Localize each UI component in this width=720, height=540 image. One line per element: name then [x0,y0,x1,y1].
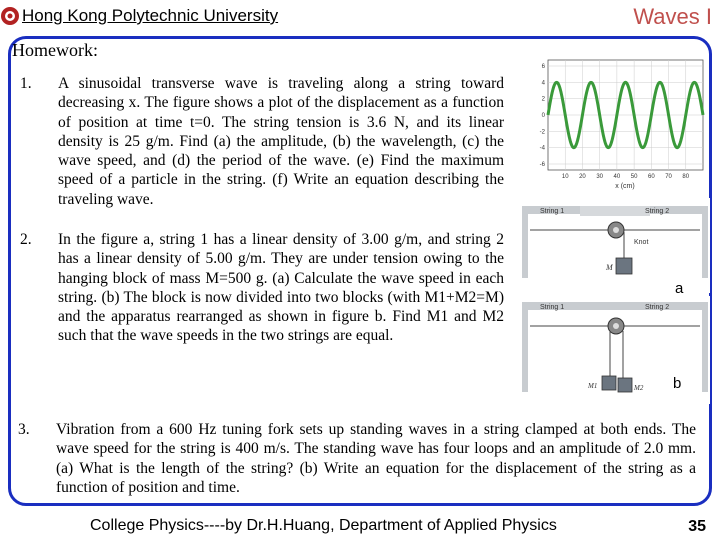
fig-a-string2-label: String 2 [645,208,670,215]
problem-2-number: 2. [20,231,32,248]
x-tick-label: 30 [596,174,604,180]
figure-a-caption: a [675,280,684,297]
footer-credit: College Physics----by Dr.H.Huang, Department of Applied Physics [90,517,557,534]
x-tick-label: 50 [630,174,638,180]
homework-title: Homework: [12,40,98,60]
y-tick-label: 2 [541,96,545,103]
university-name-text: Hong Kong Polytechnic University [22,6,279,25]
y-tick-label: -4 [539,145,545,152]
x-tick-label: 60 [647,174,655,180]
x-tick-label: 40 [613,174,621,180]
y-tick-label: -6 [539,162,545,168]
fig-a-string1-label: String 1 [540,208,565,215]
x-tick-label: 70 [665,174,672,180]
problem-3-number: 3. [18,421,30,438]
x-tick-label: 20 [579,174,586,180]
fig-b-mass1-label: M1 [588,382,598,390]
displacement-graph [530,54,710,194]
page-number: 35 [688,518,706,535]
y-tick-label: -2 [539,129,545,136]
y-tick-label: 4 [541,80,545,87]
graph-xlabel: x (cm) [615,183,635,190]
fig-a-knot-label: Knot [634,239,649,246]
figure-b-caption: b [673,375,682,392]
fig-b-mass2-label: M2 [634,384,644,392]
university-logo-icon [0,6,20,26]
slide-topic: Waves I [633,4,712,29]
problem-3-text: Vibration from a 600 Hz tuning fork sets up standing waves in a string clamped at both ends. The wave speed for the string is 400 m/s. The standing wave has four loops and an amplitude of 2.0 mm. (a) What is the length of the string? (b) Write an equation for the displacement of the string as a function of position and time. [56,421,696,496]
problem-1-number: 1. [20,75,32,92]
y-tick-label: 0 [541,113,545,119]
problem-1-text: A sinusoidal transverse wave is traveling along a string toward decreasing x. The figure shows a plot of the displacement as a function of position at time t=0. The string tension is 3.6 N, and its linear density is 25 g/m. Find (a) the amplitude, (b) the wavelength, (c) the wave speed, and (d) the period of the wave. (e) Find the maximum speed of a particle in the string. (f) Write an equation describing the traveling wave. [58,75,504,208]
fig-b-string2-label: String 2 [645,304,670,311]
problem-2 [20,230,504,346]
x-tick-label: 10 [561,174,569,180]
problem-2-text: In the figure a, string 1 has a linear density of 3.00 g/m, and string 2 has a linear density of 5.00 g/m. They are under tension owing to the hanging block of mass M=500 g. (a) Calculate the wave speed in each string. (b) The block is now divided into two blocks (with M1+M2=M) and the apparatus rearranged as shown in figure b. Find M1 and M2 such that the wave speeds in the two strings are equal. [58,231,504,345]
problem-1 [20,74,504,209]
x-tick-label: 80 [682,174,690,180]
university-name [0,4,340,28]
figure-a [520,198,710,293]
fig-b-string1-label: String 1 [540,304,565,311]
fig-a-mass-label: M [606,263,613,272]
problem-3 [18,420,696,497]
y-tick-label: 6 [541,64,545,70]
figure-b [520,296,710,404]
